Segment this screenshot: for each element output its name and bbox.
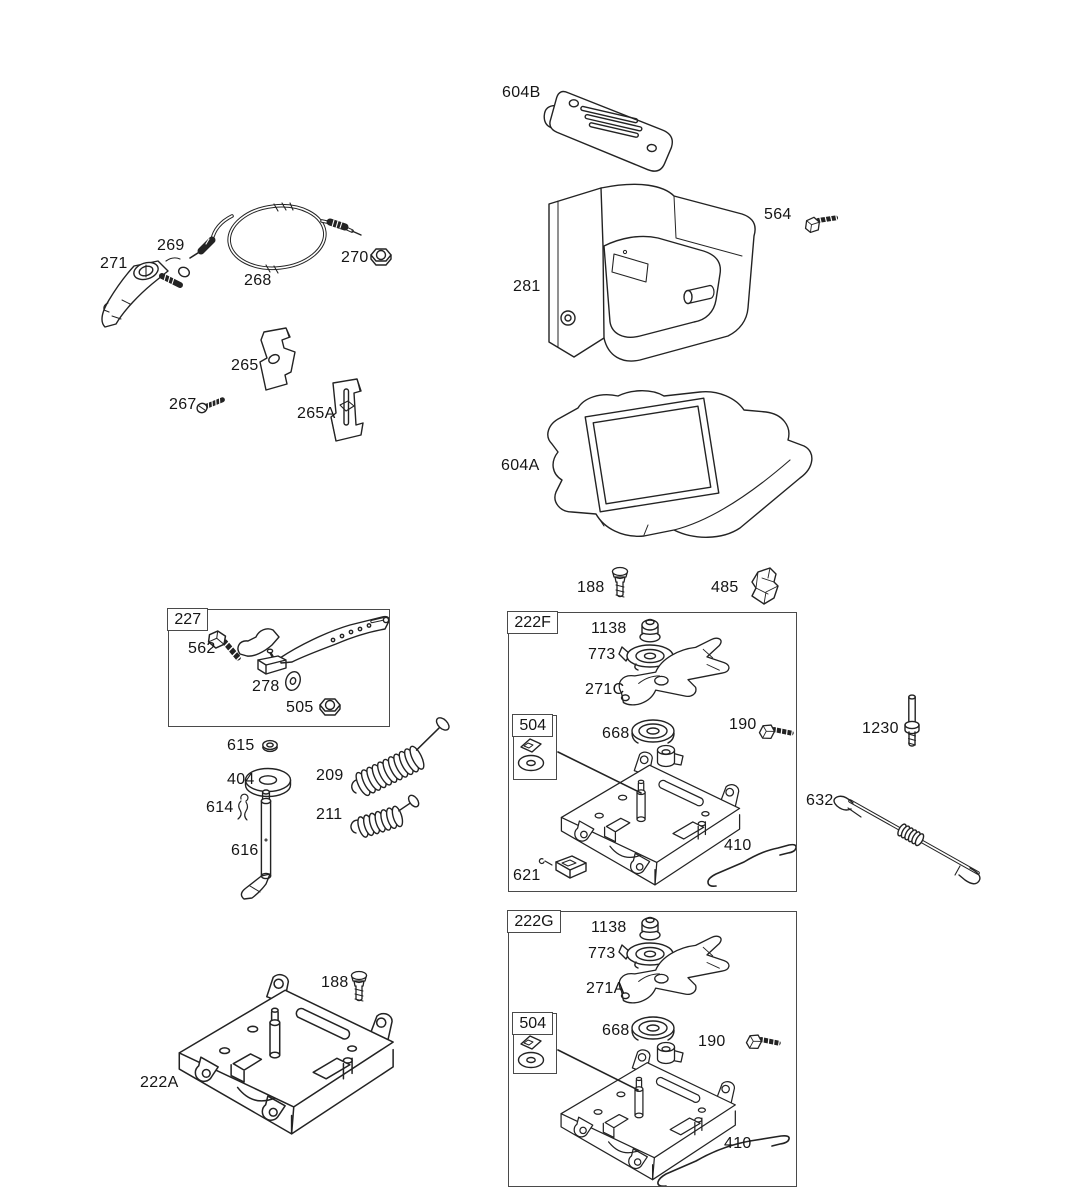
callout-281: 281 [513, 278, 541, 295]
callout-271: 271 [100, 255, 128, 272]
callout-485: 485 [711, 579, 739, 596]
part-632-link [834, 796, 980, 884]
part-188-screw-top [613, 568, 628, 598]
part-614-pin [238, 794, 248, 820]
callout-410-g: 410 [724, 1135, 752, 1152]
callout-604B: 604B [502, 84, 541, 101]
callout-268: 268 [244, 272, 272, 289]
part-265-bracket [260, 328, 295, 390]
part-281-housing [549, 184, 755, 361]
callout-270: 270 [341, 249, 369, 266]
callout-271A: 271A [586, 980, 625, 997]
part-604b-bracket [537, 88, 678, 174]
part-615-washer [263, 741, 277, 752]
part-270-nut [371, 249, 391, 265]
callout-1138-g: 1138 [591, 919, 627, 936]
callout-404: 404 [227, 771, 255, 788]
callout-188-bottom: 188 [321, 974, 349, 991]
callout-564: 564 [764, 206, 792, 223]
group-box-504G [513, 1013, 557, 1074]
callout-190-g: 190 [698, 1033, 726, 1050]
callout-410-f: 410 [724, 837, 752, 854]
callout-1230: 1230 [862, 720, 899, 737]
group-tag-504G: 504 [512, 1012, 553, 1035]
callout-614: 614 [206, 799, 234, 816]
callout-265A: 265A [297, 405, 336, 422]
callout-188-top: 188 [577, 579, 605, 596]
callout-615: 615 [227, 737, 255, 754]
callout-632: 632 [806, 792, 834, 809]
callout-269: 269 [157, 237, 185, 254]
callout-278: 278 [252, 678, 280, 695]
callout-222A: 222A [140, 1074, 179, 1091]
part-211-spring [351, 792, 425, 838]
callout-190-f: 190 [729, 716, 757, 733]
part-564-bolt [802, 206, 838, 236]
group-tag-222G: 222G [507, 910, 560, 933]
callout-209: 209 [316, 767, 344, 784]
callout-668-f: 668 [602, 725, 630, 742]
group-box-504F [513, 715, 557, 780]
callout-604A: 604A [501, 457, 540, 474]
callout-211: 211 [316, 806, 343, 823]
part-1230-pin [905, 695, 919, 746]
callout-267: 267 [169, 396, 197, 413]
group-box-227 [168, 609, 390, 727]
callout-773-g: 773 [588, 945, 616, 962]
part-267-screw [196, 395, 224, 414]
part-604a-cover [548, 391, 812, 538]
part-188-screw-bottom [352, 972, 367, 1002]
callout-265: 265 [231, 357, 259, 374]
callout-668-g: 668 [602, 1022, 630, 1039]
part-268-cable [190, 201, 361, 273]
group-tag-222F: 222F [507, 611, 557, 634]
group-tag-504F: 504 [512, 714, 553, 737]
callout-1138-f: 1138 [591, 620, 627, 637]
callout-562: 562 [188, 640, 216, 657]
callout-773-f: 773 [588, 646, 616, 663]
callout-616: 616 [231, 842, 259, 859]
callout-271C: 271C [585, 681, 625, 698]
group-tag-227: 227 [167, 608, 208, 631]
part-485-clip [752, 568, 778, 604]
callout-621: 621 [513, 867, 541, 884]
callout-505: 505 [286, 699, 314, 716]
